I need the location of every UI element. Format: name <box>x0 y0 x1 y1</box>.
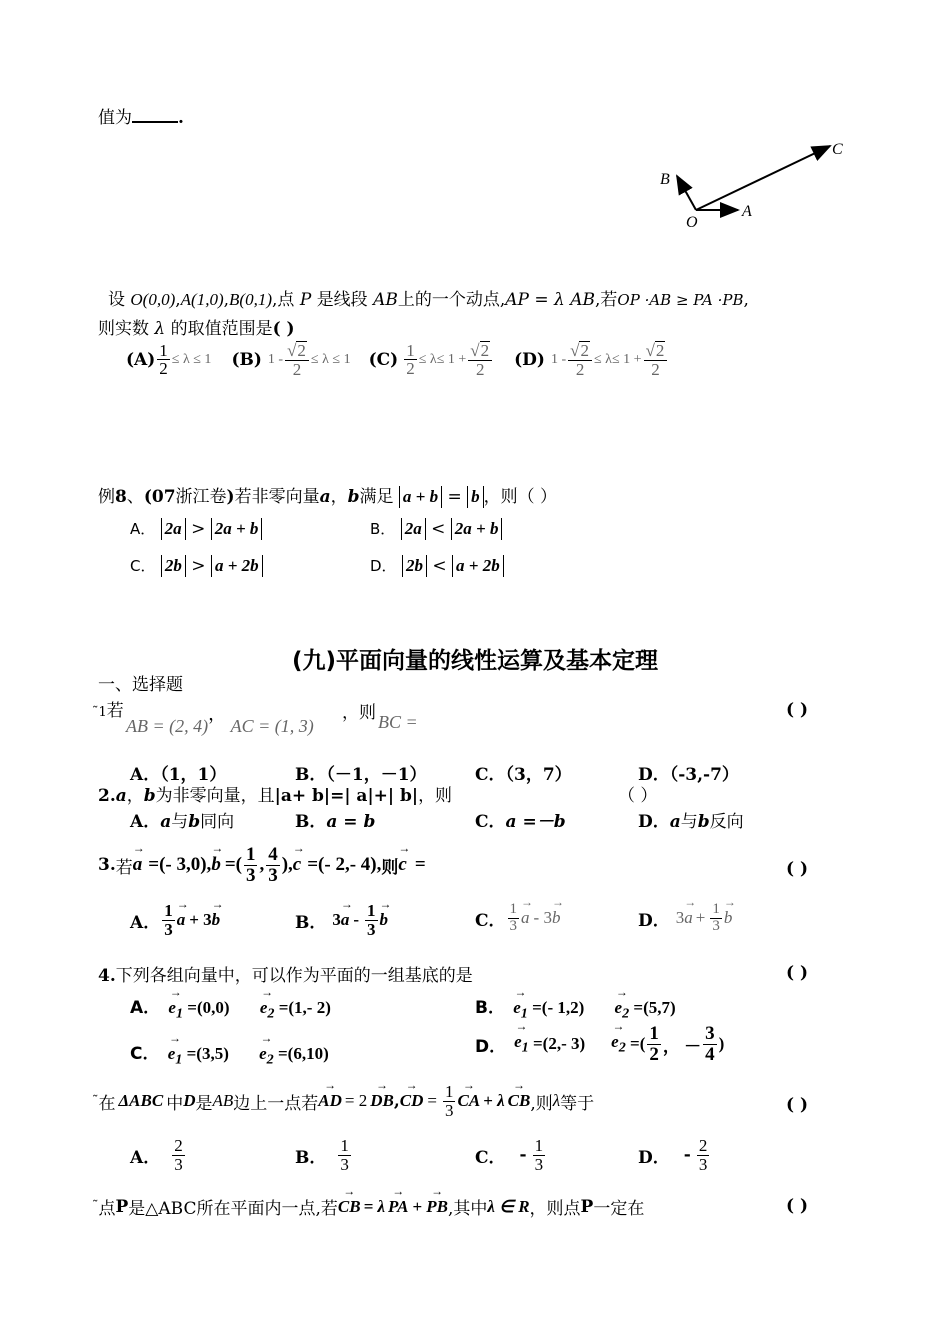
q5-stem: ˜ 在 ΔABC 中 D 是 AB 边上一点若 AD → = 2 DB → , CD → = $\frac{1}{3}$ CA → + λ CB → ,则 λ 等于 <box>92 1083 594 1120</box>
q1-expr: AB = (2, 4)， AC = (1, 3) <box>126 704 314 736</box>
q1-option-c[interactable]: C．（3，7） <box>475 765 572 785</box>
q3-option-b[interactable]: B． 3 a → - $\frac{1}{3}$ b → <box>295 902 388 939</box>
label-o: O <box>686 214 698 231</box>
ex8-option-a[interactable]: A． 2a > 2a + b <box>130 518 262 540</box>
label-b: B <box>660 171 670 188</box>
q6-stem: ˜ 点 P 是△ABC所在平面内一点,若 CB → = λ PA → + PB → ,其中 λ ∈ R ，则点 P 一定在 <box>92 1194 644 1219</box>
answer-blank <box>132 107 178 123</box>
q5-option-c[interactable]: C． - $\frac{1}{3}$ <box>475 1136 544 1174</box>
q1-bc: BC = <box>378 712 418 732</box>
q1-stem: ˜1若 <box>92 701 124 721</box>
q5-option-a[interactable]: A． $\frac{2}{3}$ <box>130 1136 183 1174</box>
q4-paren: ( ) <box>786 963 809 983</box>
option-d[interactable]: (D) <box>514 349 545 370</box>
q5-paren: ( ) <box>786 1095 809 1115</box>
label-c: C <box>832 141 843 158</box>
q-dot-line1: 设 O(0,0),A(1,0),B(0,1),点 P 是线段 AB上的一个动点,AP = λ AB,若OP ·AB ≥ PA ·PB, <box>108 290 749 310</box>
q3-stem: 3. 若 a → =(- 3,0), b → =( $\frac{1}{3}$ , $\frac{4}{3}$ ), c → =(- 2,- 4), 则 c → = <box>98 845 426 886</box>
q-dot-options: (A) $\frac{1}{2}$ ≤ λ ≤ 1 (B) 1 - $\frac{√2}{2}$ ≤ λ ≤ 1 (C) $\frac{1}{2}$ ≤ λ ≤ 1 + $\frac{√2}{2}$ (D) 1 - $\frac{√2}{2}$ ≤ λ ≤ 1 + $\frac{√2}{2}$ <box>126 341 669 379</box>
q2-option-d[interactable]: D．a与b反向 <box>638 812 744 832</box>
q-dot-line2: 则实数 λ 的取值范围是( ) <box>98 319 295 339</box>
q1-option-d[interactable]: D．（-3,-7） <box>638 765 739 785</box>
q4-stem: 4.下列各组向量中，可以作为平面的一组基底的是 <box>98 966 473 986</box>
q1-paren: ( ) <box>786 700 809 720</box>
q2-option-c[interactable]: C．a =－b <box>475 812 566 832</box>
q2-paren: （ ） <box>618 786 658 806</box>
q2-option-a[interactable]: A．a与b同向 <box>130 812 235 832</box>
q2-option-b[interactable]: B．a = b <box>295 812 376 832</box>
section-title: (九)平面向量的线性运算及基本定理 <box>291 648 659 674</box>
q1-then: ，则 <box>342 703 376 723</box>
vector-oc <box>696 146 830 210</box>
ex8-option-b[interactable]: B． 2a < 2a + b <box>370 518 502 540</box>
option-c[interactable]: (C) <box>368 349 399 370</box>
ex8-option-d[interactable]: D． 2b < a + 2b <box>370 555 504 577</box>
top-line: 值为 . <box>98 108 184 128</box>
q5-option-d[interactable]: D． - $\frac{2}{3}$ <box>638 1136 708 1174</box>
option-b[interactable]: (B) <box>231 349 262 370</box>
q5-option-b[interactable]: B． $\frac{1}{3}$ <box>295 1136 349 1174</box>
q3-paren: ( ) <box>786 859 809 879</box>
q4-option-c[interactable]: C． $e_1 \to =(3,5) e_2 \to =(6,10)$ <box>130 1039 329 1068</box>
q3-option-d[interactable]: D． 3 a → + $\frac{1}{3}$ b → <box>638 902 732 935</box>
q4-option-d[interactable]: D． $e_1$ → =(2,- 3) $e_2$ → =( $\frac{1}{2}$ ， － $\frac{3}{4}$ ) <box>475 1024 724 1065</box>
ex8-stem: 例8、(07浙江卷)若非零向量a，b满足 a + b = b ，则（ ） <box>98 487 558 507</box>
q3-option-a[interactable]: A． $\frac{1}{3}$ a → + 3 b → <box>130 902 220 939</box>
vector-figure <box>650 132 860 232</box>
ex8-option-c[interactable]: C． 2b > a + 2b <box>130 555 263 577</box>
section-subtitle: 一、选择题 <box>98 675 183 695</box>
label-a: A <box>742 203 752 220</box>
q2-stem: 2.a，b为非零向量，且|a+ b|=| a|+| b|，则 <box>98 786 453 806</box>
q1-option-a[interactable]: A．（1，1） <box>130 765 227 785</box>
vector-ob <box>677 176 696 210</box>
q4-option-a[interactable]: A． $e_1 \to =(0,0) e_2 \to =(1,-$ 2) <box>130 993 331 1022</box>
q4-option-b[interactable]: B． $e_1$ → =(- 1,2) $e_2 \to =(5,7)$ <box>475 993 676 1022</box>
q6-paren: ( ) <box>786 1196 809 1216</box>
q3-option-c[interactable]: C． $\frac{1}{3}$ a → - 3 b → <box>475 902 560 935</box>
option-a[interactable]: (A) <box>126 349 156 370</box>
q1-option-b[interactable]: B．（－1，－1） <box>295 765 427 785</box>
